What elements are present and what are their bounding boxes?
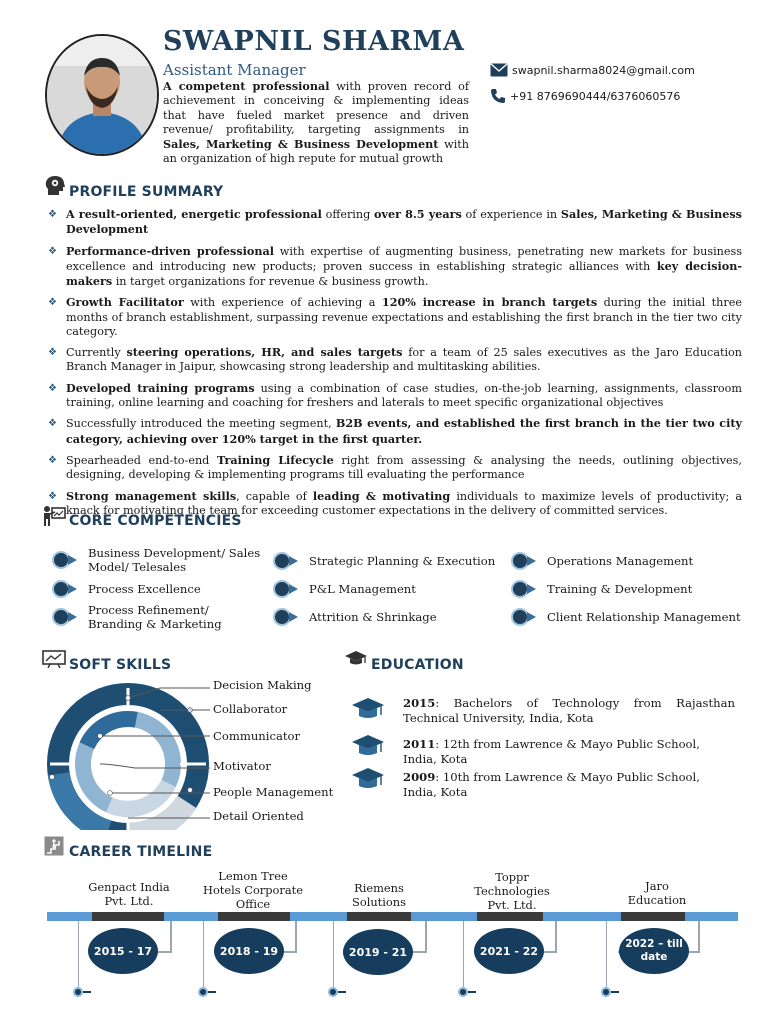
timeline-company: Riemens Solutions — [352, 881, 406, 909]
timeline-period: 2019 - 21 — [343, 929, 413, 975]
graduation-cap-icon — [344, 650, 368, 668]
competency-item: Process Refinement/ Branding & Marketing — [52, 603, 242, 631]
candidate-title: Assistant Manager — [163, 61, 306, 79]
head-gear-icon — [44, 175, 66, 197]
diamond-bullet-icon: ❖ — [48, 382, 57, 394]
timeline-pin-tail — [83, 991, 91, 993]
climbing-stairs-icon — [44, 836, 64, 856]
phone-row — [490, 88, 680, 104]
list-item: ❖ Growth Facilitator with experience of achieving a 120% increase in branch targets during the initial three months of branch establishment, surpassing revenue expectations and establishing the first branch in the tier two city category. — [48, 295, 742, 338]
timeline-drop-line — [463, 921, 464, 987]
soft-skill-label: Motivator — [213, 759, 271, 773]
timeline-segment — [218, 912, 290, 921]
competency-item: Training & Development — [511, 579, 692, 599]
timeline-period: 2015 - 17 — [88, 928, 158, 974]
timeline-company: Toppr Technologies Pvt. Ltd. — [474, 870, 550, 912]
intro-text-2: with an organization of high repute for mutual growth — [163, 138, 469, 166]
timeline-pin-icon — [328, 987, 338, 997]
graduation-cap-icon — [351, 766, 385, 792]
soft-skill-label: Communicator — [213, 729, 301, 743]
diamond-bullet-icon: ❖ — [48, 297, 57, 309]
graduation-cap-icon — [351, 696, 385, 722]
chart-board-icon — [42, 650, 66, 668]
competency-item: Client Relationship Management — [511, 607, 741, 627]
timeline-segment — [347, 912, 411, 921]
timeline-pin-tail — [338, 991, 346, 993]
email-row — [490, 63, 695, 77]
education-item: 2011: 12th from Lawrence & Mayo Public School, India, Kota — [351, 733, 735, 766]
timeline-segment — [477, 912, 543, 921]
timeline-period: 2018 - 19 — [214, 928, 284, 974]
timeline-company: Jaro Education — [627, 879, 687, 907]
intro-paragraph — [163, 79, 469, 167]
timeline-company: Genpact India Pvt. Ltd. — [88, 880, 170, 908]
timeline-pin-tail — [208, 991, 216, 993]
core-competencies-heading: CORE COMPETENCIES — [69, 513, 242, 529]
competency-item: P&L Management — [273, 579, 416, 599]
timeline-company: Lemon Tree Hotels Corporate Office — [203, 869, 303, 911]
timeline-period: 2021 - 22 — [474, 928, 544, 974]
education-item: 2009: 10th from Lawrence & Mayo Public School, India, Kota — [351, 766, 735, 799]
timeline-pin-icon — [458, 987, 468, 997]
profile-photo — [45, 34, 159, 156]
list-item: ❖ A result-oriented, energetic professional offering over 8.5 years of experience in Sales, Marketing & Business Development — [48, 207, 742, 237]
email-text[interactable]: swapnil.sharma8024@gmail.com — [512, 63, 695, 77]
arrow-bullet-icon — [511, 579, 539, 599]
arrow-bullet-icon — [273, 607, 301, 627]
envelope-icon — [490, 63, 508, 77]
phone-icon — [490, 88, 506, 104]
soft-skills-wheel — [40, 680, 340, 830]
presenter-icon — [42, 505, 66, 527]
education-heading: EDUCATION — [371, 657, 464, 673]
list-item: ❖ Successfully introduced the meeting segment, B2B events, and established the first branch in the tier two city category, achieving over 120% target in the first quarter. — [48, 416, 742, 446]
timeline-pin-tail — [468, 991, 476, 993]
competency-item: Process Excellence — [52, 579, 201, 599]
competency-item: Attrition & Shrinkage — [273, 607, 437, 627]
intro-text-1: with proven record of achievement in conceiving & implementing ideas that have fueled market presence and driven revenue/ profitability, targeting assignments in — [163, 80, 469, 136]
timeline-drop-line — [203, 921, 204, 987]
timeline-segment — [621, 912, 685, 921]
arrow-bullet-icon — [511, 607, 539, 627]
timeline-pin-tail — [611, 991, 619, 993]
soft-skill-label: Collaborator — [213, 702, 288, 716]
arrow-bullet-icon — [52, 579, 80, 599]
profile-summary-heading: PROFILE SUMMARY — [69, 184, 224, 200]
arrow-bullet-icon — [52, 550, 80, 570]
career-timeline-heading: CAREER TIMELINE — [69, 844, 213, 860]
graduation-cap-icon — [351, 733, 385, 759]
competency-item: Business Development/ Sales Model/ Telesales — [52, 546, 262, 574]
diamond-bullet-icon: ❖ — [48, 454, 57, 466]
timeline-period: 2022 – till date — [619, 928, 689, 974]
intro-strong-1: A competent professional — [163, 79, 330, 93]
timeline-drop-line — [333, 921, 334, 987]
timeline-pin-icon — [73, 987, 83, 997]
arrow-bullet-icon — [52, 607, 80, 627]
intro-strong-2: Sales, Marketing & Business Development — [163, 137, 439, 152]
timeline-drop-line — [78, 921, 79, 987]
diamond-bullet-icon: ❖ — [48, 418, 57, 430]
list-item: ❖ Strong management skills, capable of leading & motivating individuals to maximize levels of productivity; a knack for motivating the team for exceeding customer expectations in the delivery of committed services. — [48, 488, 742, 517]
arrow-bullet-icon — [273, 579, 301, 599]
soft-skill-label: Detail Oriented — [213, 809, 304, 823]
profile-summary-list — [48, 207, 742, 524]
timeline-segment — [92, 912, 164, 921]
candidate-name: SWAPNIL SHARMA — [163, 26, 465, 57]
timeline-pin-icon — [601, 987, 611, 997]
arrow-bullet-icon — [511, 551, 539, 571]
list-item: ❖ Currently steering operations, HR, and sales targets for a team of 25 sales executives as the Jaro Education Branch Manager in Jaipur, showcasing strong leadership and multitasking abilities. — [48, 345, 742, 374]
timeline-drop-line — [606, 921, 607, 987]
diamond-bullet-icon: ❖ — [48, 490, 57, 502]
education-item: 2015: Bachelors of Technology from Rajasthan Technical University, India, Kota — [351, 696, 735, 725]
soft-skills-heading: SOFT SKILLS — [69, 657, 172, 673]
soft-skill-label: People Management — [213, 785, 334, 799]
diamond-bullet-icon: ❖ — [48, 245, 57, 257]
diamond-bullet-icon: ❖ — [48, 209, 57, 220]
list-item: ❖ Spearheaded end-to-end Training Lifecycle right from assessing & analysing the needs, outlining objectives, designing, developing & implementing programs till evaluating the performance — [48, 452, 742, 482]
arrow-bullet-icon — [273, 551, 301, 571]
list-item: ❖ Developed training programs using a combination of case studies, on-the-job learning, assignments, classroom training, online learning and coaching for freshers and laterals to meet specific organizational objectives — [48, 380, 742, 409]
list-item: ❖ Performance-driven professional with expertise of augmenting business, penetrating new markets for business excellence and introducing new products; proven success in establishing strategic alliances with key decision-makers in target organizations for revenue & business growth. — [48, 243, 742, 288]
soft-skill-label: Decision Making — [213, 678, 312, 692]
competency-item: Strategic Planning & Execution — [273, 551, 495, 571]
competency-item: Operations Management — [511, 551, 693, 571]
timeline-pin-icon — [198, 987, 208, 997]
phone-text[interactable]: +91 8769690444/6376060576 — [510, 89, 681, 103]
diamond-bullet-icon: ❖ — [48, 347, 57, 359]
